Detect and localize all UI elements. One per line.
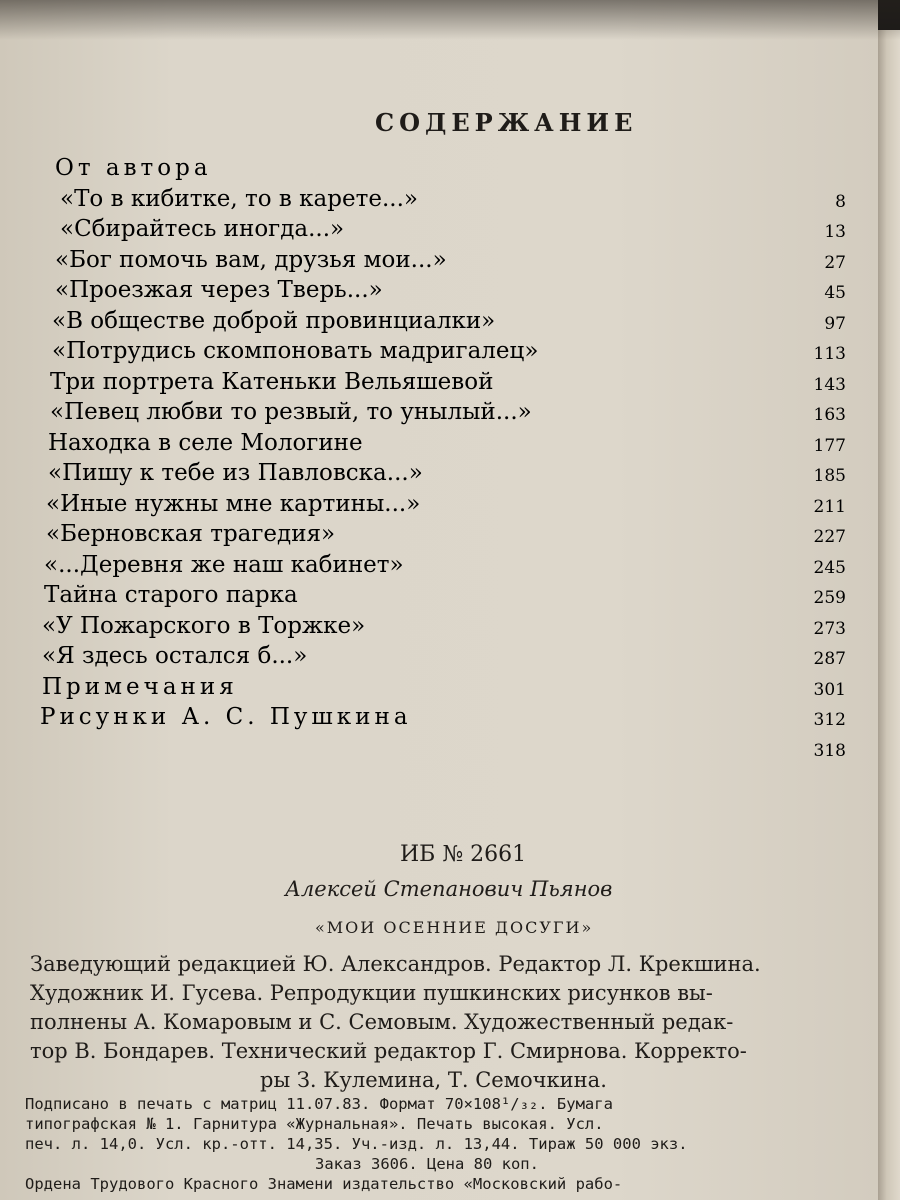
toc-entry-title: «Сбирайтесь иногда...» [60,216,345,242]
toc-entry-title: «В обществе доброй провинциалки» [52,307,496,334]
toc-row [0,277,878,308]
toc-entry-page: 318 [813,740,846,761]
toc-row [0,735,878,766]
credits-line: Заведующий редакцией Ю. Александров. Редактор Л. Крекшина. [30,952,761,976]
toc-entry-page: 259 [813,588,846,608]
imprint-line: Подписано в печать с матриц 11.07.83. Формат 70×108¹/₃₂. Бумага [25,1095,613,1113]
toc-row [0,613,878,644]
toc-entry-title: Примечания [42,673,238,700]
toc-entry-title: «Пишу к тебе из Павловска...» [48,460,423,486]
toc-row [0,155,878,186]
toc-entry-title: «У Пожарского в Торжке» [42,612,366,639]
toc-row [0,460,878,491]
imprint-line: типографская № 1. Гарнитура «Журнальная». Печать высокая. Усл. [25,1115,604,1133]
toc-row [0,674,878,705]
toc-entry-title: «...Деревня же наш кабинет» [44,551,404,578]
toc-entry-title: «Проезжая через Тверь...» [55,277,383,303]
toc-entry-title: «Иные нужны мне картины...» [46,490,421,517]
toc-row [0,369,878,400]
contents-heading: СОДЕРЖАНИЕ [375,108,638,137]
toc-entry-page: 301 [813,679,846,700]
toc-row [0,491,878,522]
toc-entry-title: «Певец любви то резвый, то унылый...» [50,399,532,425]
toc-row [0,643,878,674]
toc-row [0,247,878,278]
toc-row [0,430,878,461]
toc-entry-page: 113 [813,344,846,364]
imprint-line: Заказ 3606. Цена 80 коп. [315,1155,539,1173]
credits-line: полнены А. Комаровым и С. Семовым. Художественный редак- [30,1010,734,1034]
toc-row [0,582,878,613]
toc-entry-title: «Бог помочь вам, друзья мои...» [55,246,447,273]
toc-entry-page: 13 [824,222,846,242]
toc-entry-page: 143 [813,374,846,395]
toc-entry-title: «Берновская трагедия» [46,521,336,547]
toc-entry-page: 245 [813,557,846,578]
toc-entry-page: 211 [813,496,846,517]
toc-entry-page: 8 [835,191,846,212]
credits-line: тор В. Бондарев. Технический редактор Г. Смирнова. Корректо- [30,1039,747,1063]
toc-entry-page: 273 [813,618,846,639]
toc-row [0,216,878,247]
toc-entry-page: 287 [813,649,846,669]
toc-entry-title: «Я здесь остался б...» [42,643,308,669]
toc-entry-title: Три портрета Катеньки Вельяшевой [50,368,494,395]
imprint-line: Ордена Трудового Красного Знамени издательство «Московский рабо- [25,1175,623,1193]
top-shadow [0,0,900,40]
toc-entry-page: 45 [824,283,846,303]
toc-entry-title: «То в кибитке, то в карете...» [60,185,418,212]
ib-number: ИБ № 2661 [400,842,527,867]
book-title: «МОИ ОСЕННИЕ ДОСУГИ» [315,918,594,937]
toc-row [0,552,878,583]
toc-entry-page: 27 [824,252,846,273]
toc-entry-title: «Потрудись скомпоновать мадригалец» [52,338,539,364]
toc-row [0,704,878,735]
toc-entry-page: 97 [824,313,846,334]
credits-line: Художник И. Гусева. Репродукции пушкинских рисунков вы- [30,981,713,1005]
toc-entry-title: Тайна старого парка [44,582,298,608]
toc-row [0,186,878,217]
credits-line: ры З. Кулемина, Т. Семочкина. [260,1068,607,1092]
next-page-edge [878,30,900,1200]
toc-entry-page: 227 [813,527,846,547]
toc-entry-title: Находка в селе Мологине [48,429,363,456]
imprint-block [25,1095,855,1195]
toc-entry-page: 185 [813,466,846,486]
author-name: Алексей Степанович Пьянов [285,877,613,901]
toc-entry-page: 312 [813,710,846,730]
imprint-line: печ. л. 14,0. Усл. кр.-отт. 14,35. Уч.-изд. л. 13,44. Тираж 50 000 экз. [25,1135,688,1153]
toc-row [0,338,878,369]
toc-entry-title: Рисунки А. С. Пушкина [40,704,412,730]
toc-row [0,521,878,552]
credits-block [30,952,850,1097]
toc-row [0,308,878,339]
toc-entry-page: 163 [813,405,846,425]
toc-entry-page: 177 [813,435,846,456]
toc-entry-title: От автора [55,155,212,181]
toc-row [0,399,878,430]
